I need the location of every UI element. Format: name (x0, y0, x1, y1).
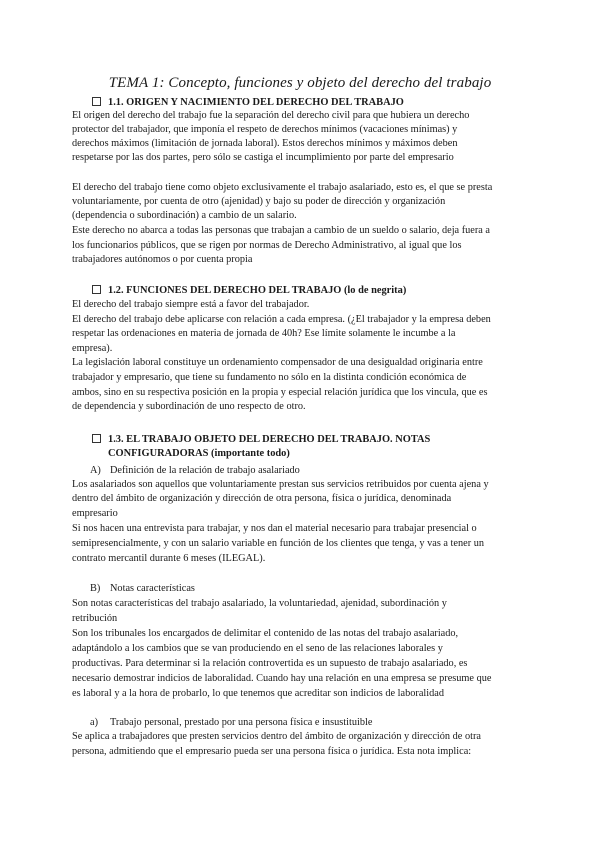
paragraph-line: El derecho del trabajo tiene como objeto exclusivamente el trabajo asalariado, esto es, el que se presta (72, 182, 493, 193)
paragraph-line: dentro del ámbito de organización y dirección de otra persona, física o jurídica, denominada (72, 493, 452, 504)
paragraph-line: Los asalariados son aquellos que voluntariamente prestan sus servicios retribuidos por cuenta ajena y (72, 479, 489, 490)
subheading-text: Notas características (110, 583, 195, 594)
paragraph-line: los funcionarios públicos, que se rigen por normas de Derecho Administrativo, al igual que los (72, 240, 462, 251)
paragraph-line: semipresencialmente, y con un salario variable en función de los clientes que tenga, y vas a tener un (72, 538, 485, 549)
page-title: TEMA 1: Concepto, funciones y objeto del derecho del trabajo (108, 75, 492, 91)
paragraph-line: productivas. Para determinar si la relación controvertida es un supuesto de trabajo asalariado, es (72, 658, 468, 669)
paragraph-line: Este derecho no abarca a todas las personas que trabajan a cambio de un sueldo o salario, deja fuera a (72, 225, 490, 236)
paragraph-line: persona, admitiendo que el empresario pueda ser una persona física o jurídica. Esta nota implica: (72, 746, 472, 757)
paragraph-line: derechos máximos (limitación de jornada laboral). Estos derechos mínimos y máximos deben (72, 138, 458, 149)
section-heading-text: 1.2. FUNCIONES DEL DERECHO DEL TRABAJO (lo de negrita) (108, 285, 407, 296)
subheading-text: Trabajo personal, prestado por una persona física e insustituible (110, 717, 373, 728)
paragraph-line: es laboral y a la hora de probarlo, lo que tenemos que acreditar son indicios de laboralidad (72, 688, 444, 699)
subheading-text: Definición de la relación de trabajo asalariado (110, 465, 300, 476)
paragraph-line: respetarse por las dos partes, pero sólo se castiga el incumplimiento por parte del empresario (72, 152, 454, 163)
paragraph-line: respetar las ordenaciones en materia de jornada de 40h? Ese límite solamente le incumbe a la (72, 328, 456, 339)
paragraph-line: El origen del derecho del trabajo fue la separación del derecho civil para que hubiera un derecho (72, 110, 470, 121)
paragraph-line: contrato mercantil durante 6 meses (ILEGAL). (72, 553, 266, 564)
paragraph-line: empresa). (72, 343, 113, 354)
list-marker: B) (90, 583, 101, 594)
checkbox-icon (92, 434, 101, 443)
paragraph-line: voluntariamente, por cuenta de otro (ajenidad) y bajo su poder de dirección y organización (72, 196, 446, 207)
paragraph-line: El derecho del trabajo debe aplicarse con relación a cada empresa. (¿El trabajador y la empresa deben (72, 314, 491, 325)
paragraph-line: Si nos hacen una entrevista para trabajar, y nos dan el material necesario para trabajar presencial o (72, 523, 477, 534)
paragraph-line: Son los tribunales los encargados de delimitar el contenido de las notas del trabajo asalariado, (72, 628, 459, 639)
checkbox-icon (92, 97, 101, 106)
section-heading-text: 1.1. ORIGEN Y NACIMIENTO DEL DERECHO DEL TRABAJO (108, 97, 404, 108)
list-marker: a) (90, 717, 98, 728)
paragraph-line: El derecho del trabajo siempre está a favor del trabajador. (72, 299, 310, 310)
paragraph-line: retribución (72, 613, 118, 624)
paragraph-line: empresario (72, 508, 118, 519)
list-marker: A) (90, 465, 101, 476)
paragraph-line: necesario demostrar indicios de laboralidad. Cuando hay una relación en una empresa se presume que (72, 673, 492, 684)
paragraph-line: (dependencia o subordinación) a cambio de un salario. (72, 210, 297, 221)
paragraph-line: trabajador y empresario, que tiene su fundamento no sólo en la distinta condición económica de (72, 372, 467, 383)
section-heading-text: 1.3. EL TRABAJO OBJETO DEL DERECHO DEL TRABAJO. NOTAS (108, 434, 431, 445)
section-heading-text-continued: CONFIGURADORAS (importante todo) (108, 448, 290, 459)
paragraph-line: de dependencia y subordinación de uno respecto de otro. (72, 401, 306, 412)
paragraph-line: adaptándolo a los cambios que se van produciendo en el seno de las relaciones laborales y (72, 643, 443, 654)
paragraph-line: ambos, sino en su respectiva posición en la propia y especial relación jurídica que los vincula, que es (72, 387, 488, 398)
paragraph-line: La legislación laboral constituye un ordenamiento compensador de una desigualdad originaria entre (72, 357, 483, 368)
checkbox-icon (92, 285, 101, 294)
paragraph-line: trabajadores autónomos o por cuenta propia (72, 254, 253, 265)
paragraph-line: Se aplica a trabajadores que presten servicios dentro del ámbito de organización y dirección de otra (72, 731, 481, 742)
paragraph-line: protector del trabajador, que imponía el respeto de derechos mínimos (vacaciones mínimas) y (72, 124, 458, 135)
paragraph-line: Son notas características del trabajo asalariado, la voluntariedad, ajenidad, subordinación y (72, 598, 447, 609)
